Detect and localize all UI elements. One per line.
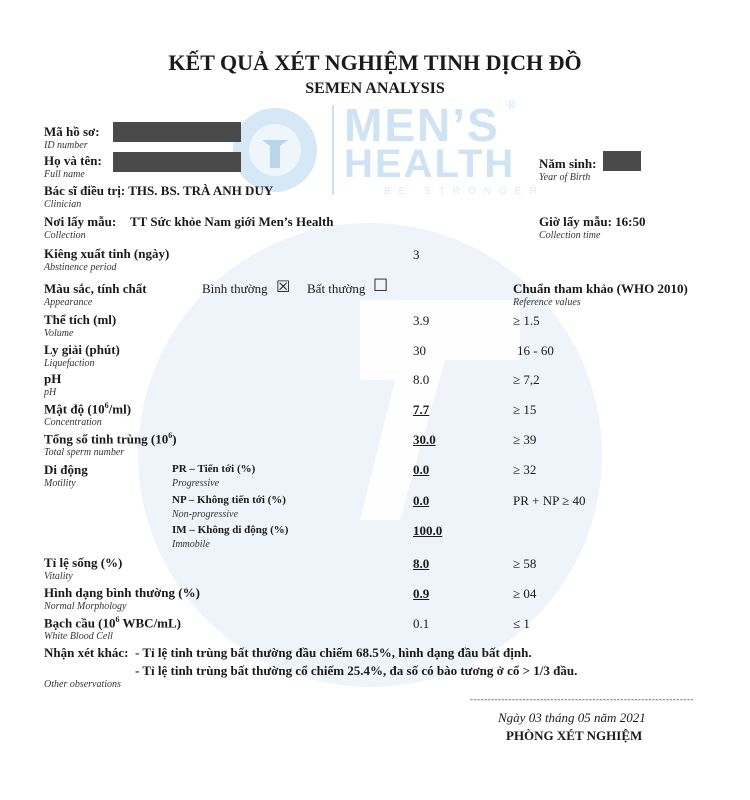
motility-im-value: 100.0: [413, 523, 443, 538]
total-label-sup: 6: [168, 431, 173, 440]
total-label-pre: Tổng số tinh trùng (10: [44, 431, 169, 447]
appearance-normal-checkbox: ☒: [276, 277, 291, 296]
liquefaction-ref: 16 - 60: [517, 343, 554, 358]
abstinence-en: Abstinence period: [44, 262, 117, 273]
name-label: Họ và tên:: [44, 153, 102, 168]
morphology-en: Normal Morphology: [44, 601, 127, 612]
collection-value: TT Sức khỏe Nam giới Men’s Health: [130, 214, 334, 229]
volume-en: Volume: [44, 328, 74, 339]
collection-time-en: Collection time: [539, 230, 601, 241]
concentration-label: [44, 401, 131, 417]
yob-en: Year of Birth: [539, 172, 591, 183]
concentration-label-pre: Mật độ (10: [44, 401, 105, 417]
concentration-label-post: /ml): [108, 401, 132, 417]
total-label-post: ): [172, 431, 177, 447]
liquefaction-en: Liquefaction: [44, 358, 95, 369]
morphology-label: Hình dạng bình thường (%): [44, 585, 200, 600]
observations-label: Nhận xét khác:: [44, 645, 129, 660]
collection-time-label: Giờ lấy mẫu: 16:50: [539, 214, 646, 229]
morphology-value: 0.9: [413, 586, 430, 601]
motility-np-label: NP – Không tiến tới (%): [172, 494, 286, 506]
motility-pr-en: Progressive: [172, 478, 220, 489]
concentration-label-sup: 6: [104, 401, 109, 410]
total-label: [44, 431, 177, 447]
vitality-en: Vitality: [44, 571, 73, 582]
clinician-en: Clinician: [44, 199, 82, 210]
liquefaction-value: 30: [413, 343, 426, 358]
page-title: KẾT QUẢ XÉT NGHIỆM TINH DỊCH ĐỒ: [168, 50, 582, 75]
appearance-normal-label: Bình thường: [202, 281, 268, 296]
vitality-label: Tỉ lệ sống (%): [44, 555, 123, 570]
id-en: ID number: [44, 140, 88, 151]
appearance-en: Appearance: [44, 297, 93, 308]
total-value: 30.0: [413, 432, 436, 447]
reference-title: Chuẩn tham khảo (WHO 2010): [513, 281, 688, 296]
wbc-label-pre: Bạch cầu (10: [44, 615, 116, 631]
ph-value: 8.0: [413, 372, 430, 387]
wbc-label-post: WBC/mL): [119, 615, 182, 631]
concentration-ref: ≥ 15: [513, 402, 537, 417]
motility-im-label: IM – Không di động (%): [172, 524, 289, 536]
volume-label: Thể tích (ml): [44, 312, 117, 327]
motility-label: Di động: [44, 462, 88, 477]
motility-pr-label: PR – Tiến tới (%): [172, 463, 256, 475]
clinician-label: Bác sĩ điều trị: THS. BS. TRÀ ANH DUY: [44, 183, 274, 198]
motility-en: Motility: [44, 478, 76, 489]
id-redaction: [113, 122, 241, 142]
wbc-label-sup: 6: [115, 615, 120, 624]
concentration-en: Concentration: [44, 417, 102, 428]
wbc-en: White Blood Cell: [44, 631, 113, 642]
ph-en: pH: [44, 387, 57, 398]
ph-label: pH: [44, 371, 62, 386]
collection-en: Collection: [44, 230, 86, 241]
motility-np-value: 0.0: [413, 493, 430, 508]
motility-pr-value: 0.0: [413, 462, 430, 477]
volume-value: 3.9: [413, 313, 430, 328]
yob-redaction: [603, 151, 641, 171]
page-subtitle: SEMEN ANALYSIS: [305, 80, 445, 97]
total-en: Total sperm number: [44, 447, 125, 458]
motility-np-en: Non-progressive: [172, 509, 238, 520]
motility-pr-ref: ≥ 32: [513, 462, 537, 477]
volume-ref: ≥ 1.5: [513, 313, 540, 328]
reference-en: Reference values: [513, 297, 581, 308]
watermark-brand-line2: HEALTH: [344, 142, 516, 186]
total-ref: ≥ 39: [513, 432, 537, 447]
ph-ref: ≥ 7,2: [513, 372, 540, 387]
appearance-abnormal-checkbox: ☐: [373, 276, 389, 296]
watermark-tagline: BE STRONGER: [384, 186, 545, 197]
wbc-label: [44, 615, 181, 631]
observations-line1: - Tỉ lệ tinh trùng bất thường đầu chiếm 68.5%, hình dạng đầu bất định.: [135, 645, 532, 660]
collection-label: Nơi lấy mẫu:: [44, 214, 117, 229]
concentration-value: 7.7: [413, 402, 430, 417]
report-date: Ngày 03 tháng 05 năm 2021: [498, 710, 646, 725]
name-redaction: [113, 152, 241, 172]
observations-line2: - Tỉ lệ tinh trùng bất thường cổ chiếm 25.4%, đa số có bào tương ở cổ > 1/3 đầu.: [135, 663, 578, 678]
abstinence-value: 3: [413, 247, 420, 262]
lab-name: PHÒNG XÉT NGHIỆM: [506, 728, 643, 743]
morphology-ref: ≥ 04: [513, 586, 537, 601]
abstinence-label: Kiêng xuất tinh (ngày): [44, 246, 170, 261]
yob-label: Năm sinh:: [539, 156, 597, 171]
observations-en: Other observations: [44, 679, 121, 690]
vitality-value: 8.0: [413, 556, 430, 571]
id-label: Mã hồ sơ:: [44, 124, 100, 139]
motility-im-en: Immobile: [172, 539, 210, 550]
appearance-label: Màu sắc, tính chất: [44, 281, 147, 296]
appearance-abnormal-label: Bất thường: [307, 281, 366, 296]
motility-np-ref: PR + NP ≥ 40: [513, 493, 586, 508]
wbc-ref: ≤ 1: [513, 616, 530, 631]
liquefaction-label: Ly giải (phút): [44, 342, 120, 357]
watermark-reg: ®: [506, 98, 517, 113]
signature-dashes: ----------------------------------------------------------------: [470, 694, 694, 704]
name-en: Full name: [44, 169, 85, 180]
watermark-brand-line1: MEN’S: [344, 99, 500, 151]
wbc-value: 0.1: [413, 616, 430, 631]
vitality-ref: ≥ 58: [513, 556, 537, 571]
